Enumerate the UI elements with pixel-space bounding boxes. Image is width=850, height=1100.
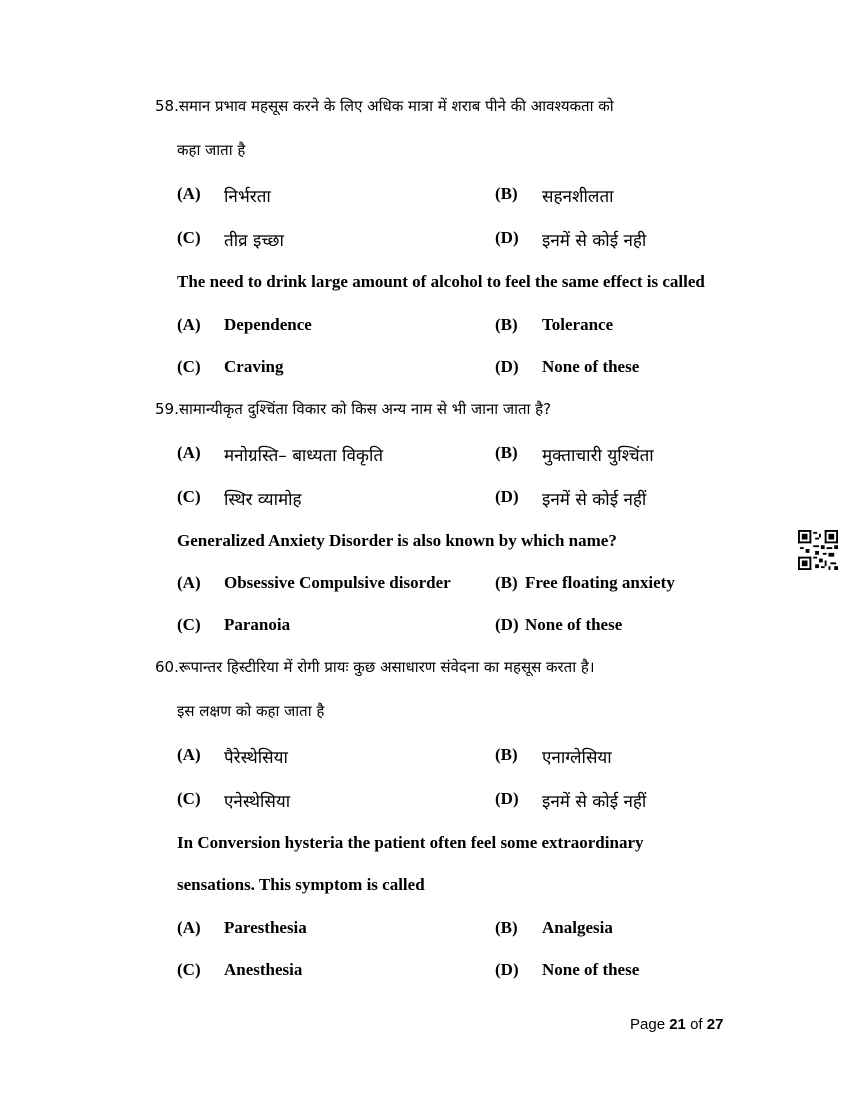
q58-hindi-option-c: (C) xyxy=(177,228,201,247)
q58-option-c-label: (C) xyxy=(177,357,201,376)
q58-hindi-option-b: (B) xyxy=(495,184,518,203)
q58-option-d-label: (D) xyxy=(495,357,519,376)
q60-hindi-option-a-text: पैरेस्थेसिया xyxy=(224,748,288,768)
q60-option-c-label: (C) xyxy=(177,960,201,979)
q60-hindi-option-d: (D) xyxy=(495,789,519,808)
q59-option-a-label: (A) xyxy=(177,573,201,592)
q58-hindi-option-c-text: तीव्र इच्छा xyxy=(224,231,284,251)
q58-option-c-text: Craving xyxy=(224,357,284,376)
q60-option-a-label: (A) xyxy=(177,918,201,937)
question-number: 60. xyxy=(155,658,179,676)
q59-hindi-option-d: (D) xyxy=(495,487,519,506)
page-number: Page 21 of 27 xyxy=(630,1016,724,1033)
q59-hindi-option-a-text: मनोग्रस्ति– बाध्यता विकृति xyxy=(224,446,384,466)
current-page: 21 xyxy=(669,1016,686,1033)
q60-hindi-option-c-text: एनेस्थेसिया xyxy=(224,792,291,812)
q59-option-c-text: Paranoia xyxy=(224,615,291,634)
question-59-english-text: Generalized Anxiety Disorder is also known by which name? xyxy=(177,531,617,550)
q58-hindi-option-d-text: इनमें से कोई नही xyxy=(542,231,647,251)
q59-option-b-text: Free floating anxiety xyxy=(525,573,675,592)
q60-hindi-option-b-text: एनाग्लेसिया xyxy=(542,748,612,768)
qr-code xyxy=(798,530,838,570)
q60-hindi-option-a: (A) xyxy=(177,745,201,764)
q59-option-d-label: (D) xyxy=(495,615,519,634)
question-59-hindi-line-1: 59.सामान्यीकृत दुश्चिंता विकार को किस अन्य नाम से भी जाना जाता है? xyxy=(155,400,552,418)
q59-hindi-option-d-text: इनमें से कोई नहीं xyxy=(542,490,647,510)
q58-option-a-text: Dependence xyxy=(224,315,312,334)
question-58-hindi-line-2: कहा जाता है xyxy=(177,141,246,159)
q58-hindi-option-a-text: निर्भरता xyxy=(224,187,271,207)
question-60-hindi-line-2: इस लक्षण को कहा जाता है xyxy=(177,702,325,720)
q58-hindi-option-d: (D) xyxy=(495,228,519,247)
q59-hindi-option-b-text: मुक्ताचारी युश्चिंता xyxy=(542,446,654,466)
question-58-hindi-line-1: 58.समान प्रभाव महसूस करने के लिए अधिक मात्रा में शराब पीने की आवश्यकता को xyxy=(155,97,614,115)
q59-option-d-text: None of these xyxy=(525,615,623,634)
q58-hindi-option-b-text: सहनशीलता xyxy=(542,187,614,207)
q58-hindi-option-a: (A) xyxy=(177,184,201,203)
q59-hindi-option-b: (B) xyxy=(495,443,518,462)
q59-option-b-label: (B) xyxy=(495,573,518,592)
question-number: 58. xyxy=(155,97,179,115)
q60-option-a-text: Paresthesia xyxy=(224,918,307,937)
q60-option-b-label: (B) xyxy=(495,918,518,937)
q59-hindi-option-c: (C) xyxy=(177,487,201,506)
q60-option-b-text: Analgesia xyxy=(542,918,613,937)
q58-option-b-label: (B) xyxy=(495,315,518,334)
question-60-english-line-1: In Conversion hysteria the patient often feel some extraordinary xyxy=(177,833,644,852)
total-pages: 27 xyxy=(706,1016,724,1033)
question-number: 59. xyxy=(155,400,179,418)
q59-option-c-label: (C) xyxy=(177,615,201,634)
question-60-hindi-line-1: 60.रूपान्तर हिस्टीरिया में रोगी प्रायः कुछ असाधारण संवेदना का महसूस करता है। xyxy=(155,658,595,676)
question-58-english-text: The need to drink large amount of alcohol to feel the same effect is called xyxy=(177,272,705,291)
q59-option-a-text: Obsessive Compulsive disorder xyxy=(224,573,451,592)
q60-option-d-text: None of these xyxy=(542,960,640,979)
q60-option-c-text: Anesthesia xyxy=(224,960,303,979)
q60-option-d-label: (D) xyxy=(495,960,519,979)
q60-hindi-option-c: (C) xyxy=(177,789,201,808)
question-60-english-line-2: sensations. This symptom is called xyxy=(177,875,425,894)
q58-option-d-text: None of these xyxy=(542,357,640,376)
q58-option-a-label: (A) xyxy=(177,315,201,334)
q58-option-b-text: Tolerance xyxy=(542,315,614,334)
q59-hindi-option-a: (A) xyxy=(177,443,201,462)
q60-hindi-option-d-text: इनमें से कोई नहीं xyxy=(542,792,647,812)
q60-hindi-option-b: (B) xyxy=(495,745,518,764)
q59-hindi-option-c-text: स्थिर व्यामोह xyxy=(224,490,302,510)
